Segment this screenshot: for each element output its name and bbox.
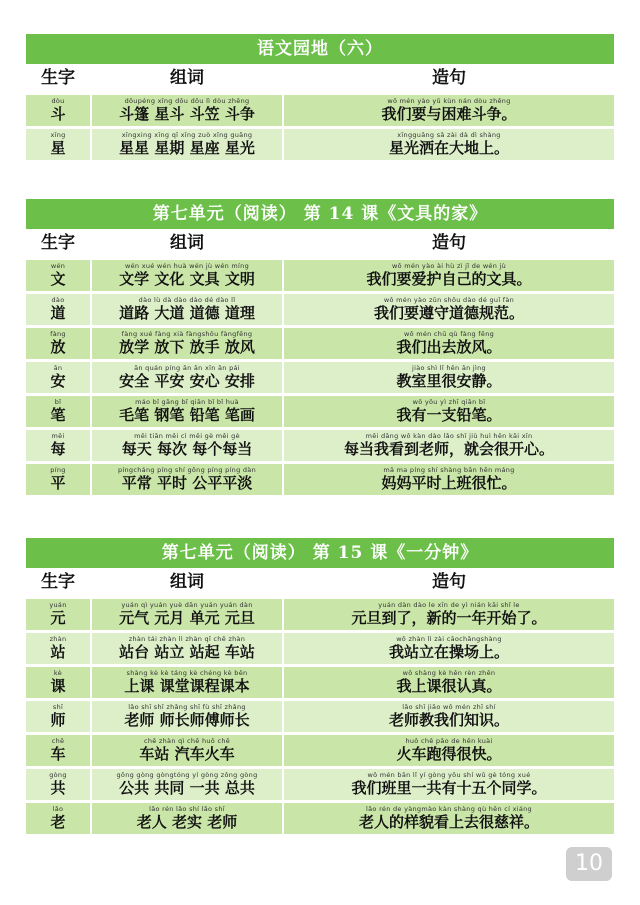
words-text: 平常 平时 公平平淡 bbox=[121, 474, 253, 492]
words-text: 毛笔 钢笔 铅笔 笔画 bbox=[119, 406, 255, 424]
words-pinyin: dǒupéng xīng dǒu dǒu lì dòu zhēng bbox=[124, 97, 250, 105]
words-text: 星星 星期 星座 星光 bbox=[119, 139, 255, 157]
character: 放 bbox=[50, 338, 66, 356]
sentence-pinyin: lǎo rén de yàngmào kàn shàng qù hěn cí xiáng bbox=[366, 805, 532, 813]
sentence-text: 教室里很安静。 bbox=[396, 372, 502, 390]
sentence-pinyin: wǒ zhàn lì zài cāochǎngshàng bbox=[396, 635, 502, 643]
column-header-row bbox=[26, 229, 614, 257]
page-number: 10 bbox=[566, 847, 612, 881]
char-cell bbox=[26, 328, 90, 359]
sentence-text: 我们要遵守道德规范。 bbox=[373, 304, 524, 322]
character: 星 bbox=[50, 139, 66, 157]
char-pinyin: shī bbox=[52, 703, 64, 711]
words-cell bbox=[90, 129, 284, 160]
words-pinyin: dào lù dà dào dào dé dào lǐ bbox=[138, 296, 236, 304]
section-lesson-15 bbox=[26, 538, 614, 834]
char-cell bbox=[26, 701, 90, 732]
sentence-pinyin: wǒ mén yào yǔ kùn nán dòu zhēng bbox=[387, 97, 511, 105]
words-cell bbox=[90, 599, 284, 630]
sentence-text: 星光洒在大地上。 bbox=[388, 139, 509, 157]
character: 老 bbox=[50, 813, 66, 831]
character: 文 bbox=[50, 270, 66, 288]
column-header-row bbox=[26, 64, 614, 92]
header-words: 组词 bbox=[90, 568, 284, 596]
char-cell bbox=[26, 599, 90, 630]
words-pinyin: píngcháng píng shí gōng píng píng dàn bbox=[117, 466, 257, 474]
char-cell bbox=[26, 129, 90, 160]
words-text: 上课 课堂课程课本 bbox=[124, 677, 250, 695]
character: 笔 bbox=[50, 406, 66, 424]
sentence-text: 妈妈平时上班很忙。 bbox=[381, 474, 517, 492]
words-text: 道路 大道 道德 道理 bbox=[119, 304, 255, 322]
char-pinyin: gòng bbox=[49, 771, 67, 779]
char-pinyin: xīng bbox=[50, 131, 66, 139]
sentence-pinyin: jiào shì lǐ hěn ān jìng bbox=[412, 364, 486, 372]
table-row bbox=[26, 766, 614, 800]
sentence-cell bbox=[284, 430, 614, 461]
char-cell bbox=[26, 430, 90, 461]
sentence-text: 我们班里一共有十五个同学。 bbox=[351, 779, 547, 797]
words-text: 老人 老实 老师 bbox=[136, 813, 238, 831]
words-cell bbox=[90, 362, 284, 393]
section-title: 语文园地（六） bbox=[26, 34, 614, 64]
sentence-pinyin: wǒ mén chū qù fàng fēng bbox=[403, 330, 495, 338]
sentence-pinyin: xīngguāng sǎ zài dà dì shàng bbox=[397, 131, 501, 139]
header-char: 生字 bbox=[41, 68, 75, 88]
char-pinyin: lǎo bbox=[52, 805, 64, 813]
character: 元 bbox=[50, 609, 66, 627]
char-cell bbox=[26, 294, 90, 325]
words-cell bbox=[90, 430, 284, 461]
character: 斗 bbox=[50, 105, 66, 123]
words-pinyin: fàng xué fàng xià fàngshǒu fàngfēng bbox=[121, 330, 253, 338]
sentence-text: 每当我看到老师，就会很开心。 bbox=[343, 440, 554, 458]
char-pinyin: dào bbox=[51, 296, 65, 304]
sentence-cell bbox=[284, 328, 614, 359]
sentence-pinyin: wǒ shàng kè hěn rèn zhēn bbox=[402, 669, 496, 677]
words-cell bbox=[90, 735, 284, 766]
words-pinyin: měi tiān měi cì měi gè měi gè bbox=[134, 432, 240, 440]
sentence-cell bbox=[284, 95, 614, 126]
sentence-text: 我们要爱护自己的文具。 bbox=[366, 270, 532, 288]
sentence-cell bbox=[284, 599, 614, 630]
words-text: 站台 站立 站起 车站 bbox=[119, 643, 255, 661]
words-pinyin: ān quán píng ān ān xīn ān pái bbox=[134, 364, 240, 372]
character: 安 bbox=[50, 372, 66, 390]
char-cell bbox=[26, 633, 90, 664]
sentence-cell bbox=[284, 735, 614, 766]
words-pinyin: yuán qì yuán yuè dān yuán yuán dàn bbox=[121, 601, 253, 609]
sentence-text: 我站立在操场上。 bbox=[388, 643, 509, 661]
words-text: 放学 放下 放手 放风 bbox=[119, 338, 255, 356]
char-cell bbox=[26, 260, 90, 291]
sentence-cell bbox=[284, 769, 614, 800]
char-pinyin: píng bbox=[50, 466, 66, 474]
sentence-pinyin: wǒ mén yào zūn shǒu dào dé guī fàn bbox=[383, 296, 515, 304]
character: 车 bbox=[50, 745, 66, 763]
section-yuwen-yuandi bbox=[26, 34, 614, 160]
sentence-pinyin: lǎo shī jiāo wǒ mén zhī shí bbox=[402, 703, 496, 711]
sentence-text: 我有一支铅笔。 bbox=[396, 406, 502, 424]
sentence-pinyin: wǒ mén yào ài hù zì jǐ de wén jù bbox=[391, 262, 507, 270]
table-row bbox=[26, 325, 614, 359]
words-text: 安全 平安 安心 安排 bbox=[119, 372, 255, 390]
words-text: 元气 元月 单元 元旦 bbox=[119, 609, 255, 627]
character: 平 bbox=[50, 474, 66, 492]
character: 共 bbox=[50, 779, 66, 797]
char-cell bbox=[26, 396, 90, 427]
sentence-cell bbox=[284, 464, 614, 495]
words-pinyin: wén xué wén huà wén jù wén míng bbox=[125, 262, 249, 270]
sentence-text: 老人的样貌看上去很慈祥。 bbox=[358, 813, 539, 831]
char-pinyin: měi bbox=[51, 432, 65, 440]
sentence-cell bbox=[284, 294, 614, 325]
header-sentence: 造句 bbox=[432, 572, 466, 592]
character: 师 bbox=[50, 711, 66, 729]
sentence-text: 我上课很认真。 bbox=[396, 677, 502, 695]
words-pinyin: zhàn tái zhàn lì zhàn qǐ chē zhàn bbox=[128, 635, 246, 643]
words-cell bbox=[90, 95, 284, 126]
words-text: 每天 每次 每个每当 bbox=[121, 440, 253, 458]
sentence-text: 我们出去放风。 bbox=[396, 338, 502, 356]
table-row bbox=[26, 291, 614, 325]
char-pinyin: yuán bbox=[49, 601, 67, 609]
table-row bbox=[26, 427, 614, 461]
sentence-pinyin: wǒ yǒu yì zhī qiān bǐ bbox=[412, 398, 486, 406]
sentence-text: 我们要与困难斗争。 bbox=[381, 105, 517, 123]
table-row bbox=[26, 800, 614, 834]
words-text: 斗篷 星斗 斗笠 斗争 bbox=[119, 105, 255, 123]
sentence-cell bbox=[284, 129, 614, 160]
header-sentence: 造句 bbox=[432, 68, 466, 88]
header-char: 生字 bbox=[41, 233, 75, 253]
words-pinyin: xīngxing xīng qī xīng zuò xīng guāng bbox=[121, 131, 253, 139]
table-row bbox=[26, 126, 614, 160]
char-pinyin: kè bbox=[53, 669, 63, 677]
character: 站 bbox=[50, 643, 66, 661]
section-lesson-14 bbox=[26, 199, 614, 495]
char-cell bbox=[26, 464, 90, 495]
table-row bbox=[26, 698, 614, 732]
words-pinyin: lǎo shī shī zhǎng shī fù shī zhǎng bbox=[128, 703, 246, 711]
words-text: 老师 师长师傅师长 bbox=[124, 711, 250, 729]
table-row bbox=[26, 664, 614, 698]
sentence-text: 元旦到了，新的一年开始了。 bbox=[351, 609, 547, 627]
char-pinyin: zhàn bbox=[49, 635, 67, 643]
char-pinyin: wén bbox=[50, 262, 66, 270]
char-cell bbox=[26, 95, 90, 126]
header-sentence: 造句 bbox=[432, 233, 466, 253]
char-pinyin: chē bbox=[51, 737, 65, 745]
table-row bbox=[26, 257, 614, 291]
words-pinyin: shàng kè kè táng kè chéng kè běn bbox=[126, 669, 248, 677]
words-cell bbox=[90, 701, 284, 732]
sentence-cell bbox=[284, 396, 614, 427]
words-text: 公共 共同 一共 总共 bbox=[119, 779, 255, 797]
char-cell bbox=[26, 769, 90, 800]
section-title: 第七单元（阅读） 第 14 课《文具的家》 bbox=[26, 199, 614, 229]
sentence-pinyin: yuán dàn dào le xīn de yì nián kāi shǐ le bbox=[378, 601, 520, 609]
header-words: 组词 bbox=[90, 64, 284, 92]
char-pinyin: dòu bbox=[51, 97, 65, 105]
sentence-cell bbox=[284, 667, 614, 698]
table-row bbox=[26, 596, 614, 630]
header-words: 组词 bbox=[90, 229, 284, 257]
words-cell bbox=[90, 464, 284, 495]
table-row bbox=[26, 92, 614, 126]
sentence-cell bbox=[284, 633, 614, 664]
section-title: 第七单元（阅读） 第 15 课《一分钟》 bbox=[26, 538, 614, 568]
sentence-pinyin: mā ma píng shí shàng bān hěn máng bbox=[383, 466, 515, 474]
words-text: 文学 文化 文具 文明 bbox=[119, 270, 255, 288]
character: 课 bbox=[50, 677, 66, 695]
char-pinyin: ān bbox=[53, 364, 63, 372]
header-char: 生字 bbox=[41, 572, 75, 592]
words-cell bbox=[90, 769, 284, 800]
words-cell bbox=[90, 260, 284, 291]
sentence-cell bbox=[284, 260, 614, 291]
words-cell bbox=[90, 803, 284, 834]
words-pinyin: chē zhàn qì chē huǒ chē bbox=[143, 737, 231, 745]
character: 每 bbox=[50, 440, 66, 458]
sentence-cell bbox=[284, 803, 614, 834]
char-cell bbox=[26, 735, 90, 766]
sentence-cell bbox=[284, 362, 614, 393]
sentence-text: 老师教我们知识。 bbox=[388, 711, 509, 729]
char-pinyin: bǐ bbox=[54, 398, 62, 406]
words-cell bbox=[90, 667, 284, 698]
words-pinyin: máo bǐ gāng bǐ qiān bǐ bǐ huà bbox=[135, 398, 239, 406]
table-row bbox=[26, 732, 614, 766]
char-pinyin: fàng bbox=[50, 330, 66, 338]
table-row bbox=[26, 630, 614, 664]
words-pinyin: lǎo rén lǎo shí lǎo shī bbox=[149, 805, 225, 813]
words-text: 车站 汽车火车 bbox=[139, 745, 235, 763]
words-cell bbox=[90, 294, 284, 325]
words-pinyin: gōng gòng gòngtóng yí gòng zǒng gòng bbox=[116, 771, 258, 779]
character: 道 bbox=[50, 304, 66, 322]
char-cell bbox=[26, 803, 90, 834]
words-cell bbox=[90, 328, 284, 359]
table-row bbox=[26, 359, 614, 393]
char-cell bbox=[26, 667, 90, 698]
sentence-pinyin: huǒ chē pǎo de hěn kuài bbox=[405, 737, 493, 745]
sentence-pinyin: měi dāng wǒ kàn dào lǎo shī jiù huì hěn kāi xīn bbox=[365, 432, 533, 440]
sentence-pinyin: wǒ mén bān lǐ yí gòng yǒu shí wǔ gè tóng xué bbox=[367, 771, 531, 779]
words-cell bbox=[90, 396, 284, 427]
table-row bbox=[26, 461, 614, 495]
column-header-row bbox=[26, 568, 614, 596]
table-row bbox=[26, 393, 614, 427]
char-cell bbox=[26, 362, 90, 393]
sentence-text: 火车跑得很快。 bbox=[396, 745, 502, 763]
words-cell bbox=[90, 633, 284, 664]
sentence-cell bbox=[284, 701, 614, 732]
